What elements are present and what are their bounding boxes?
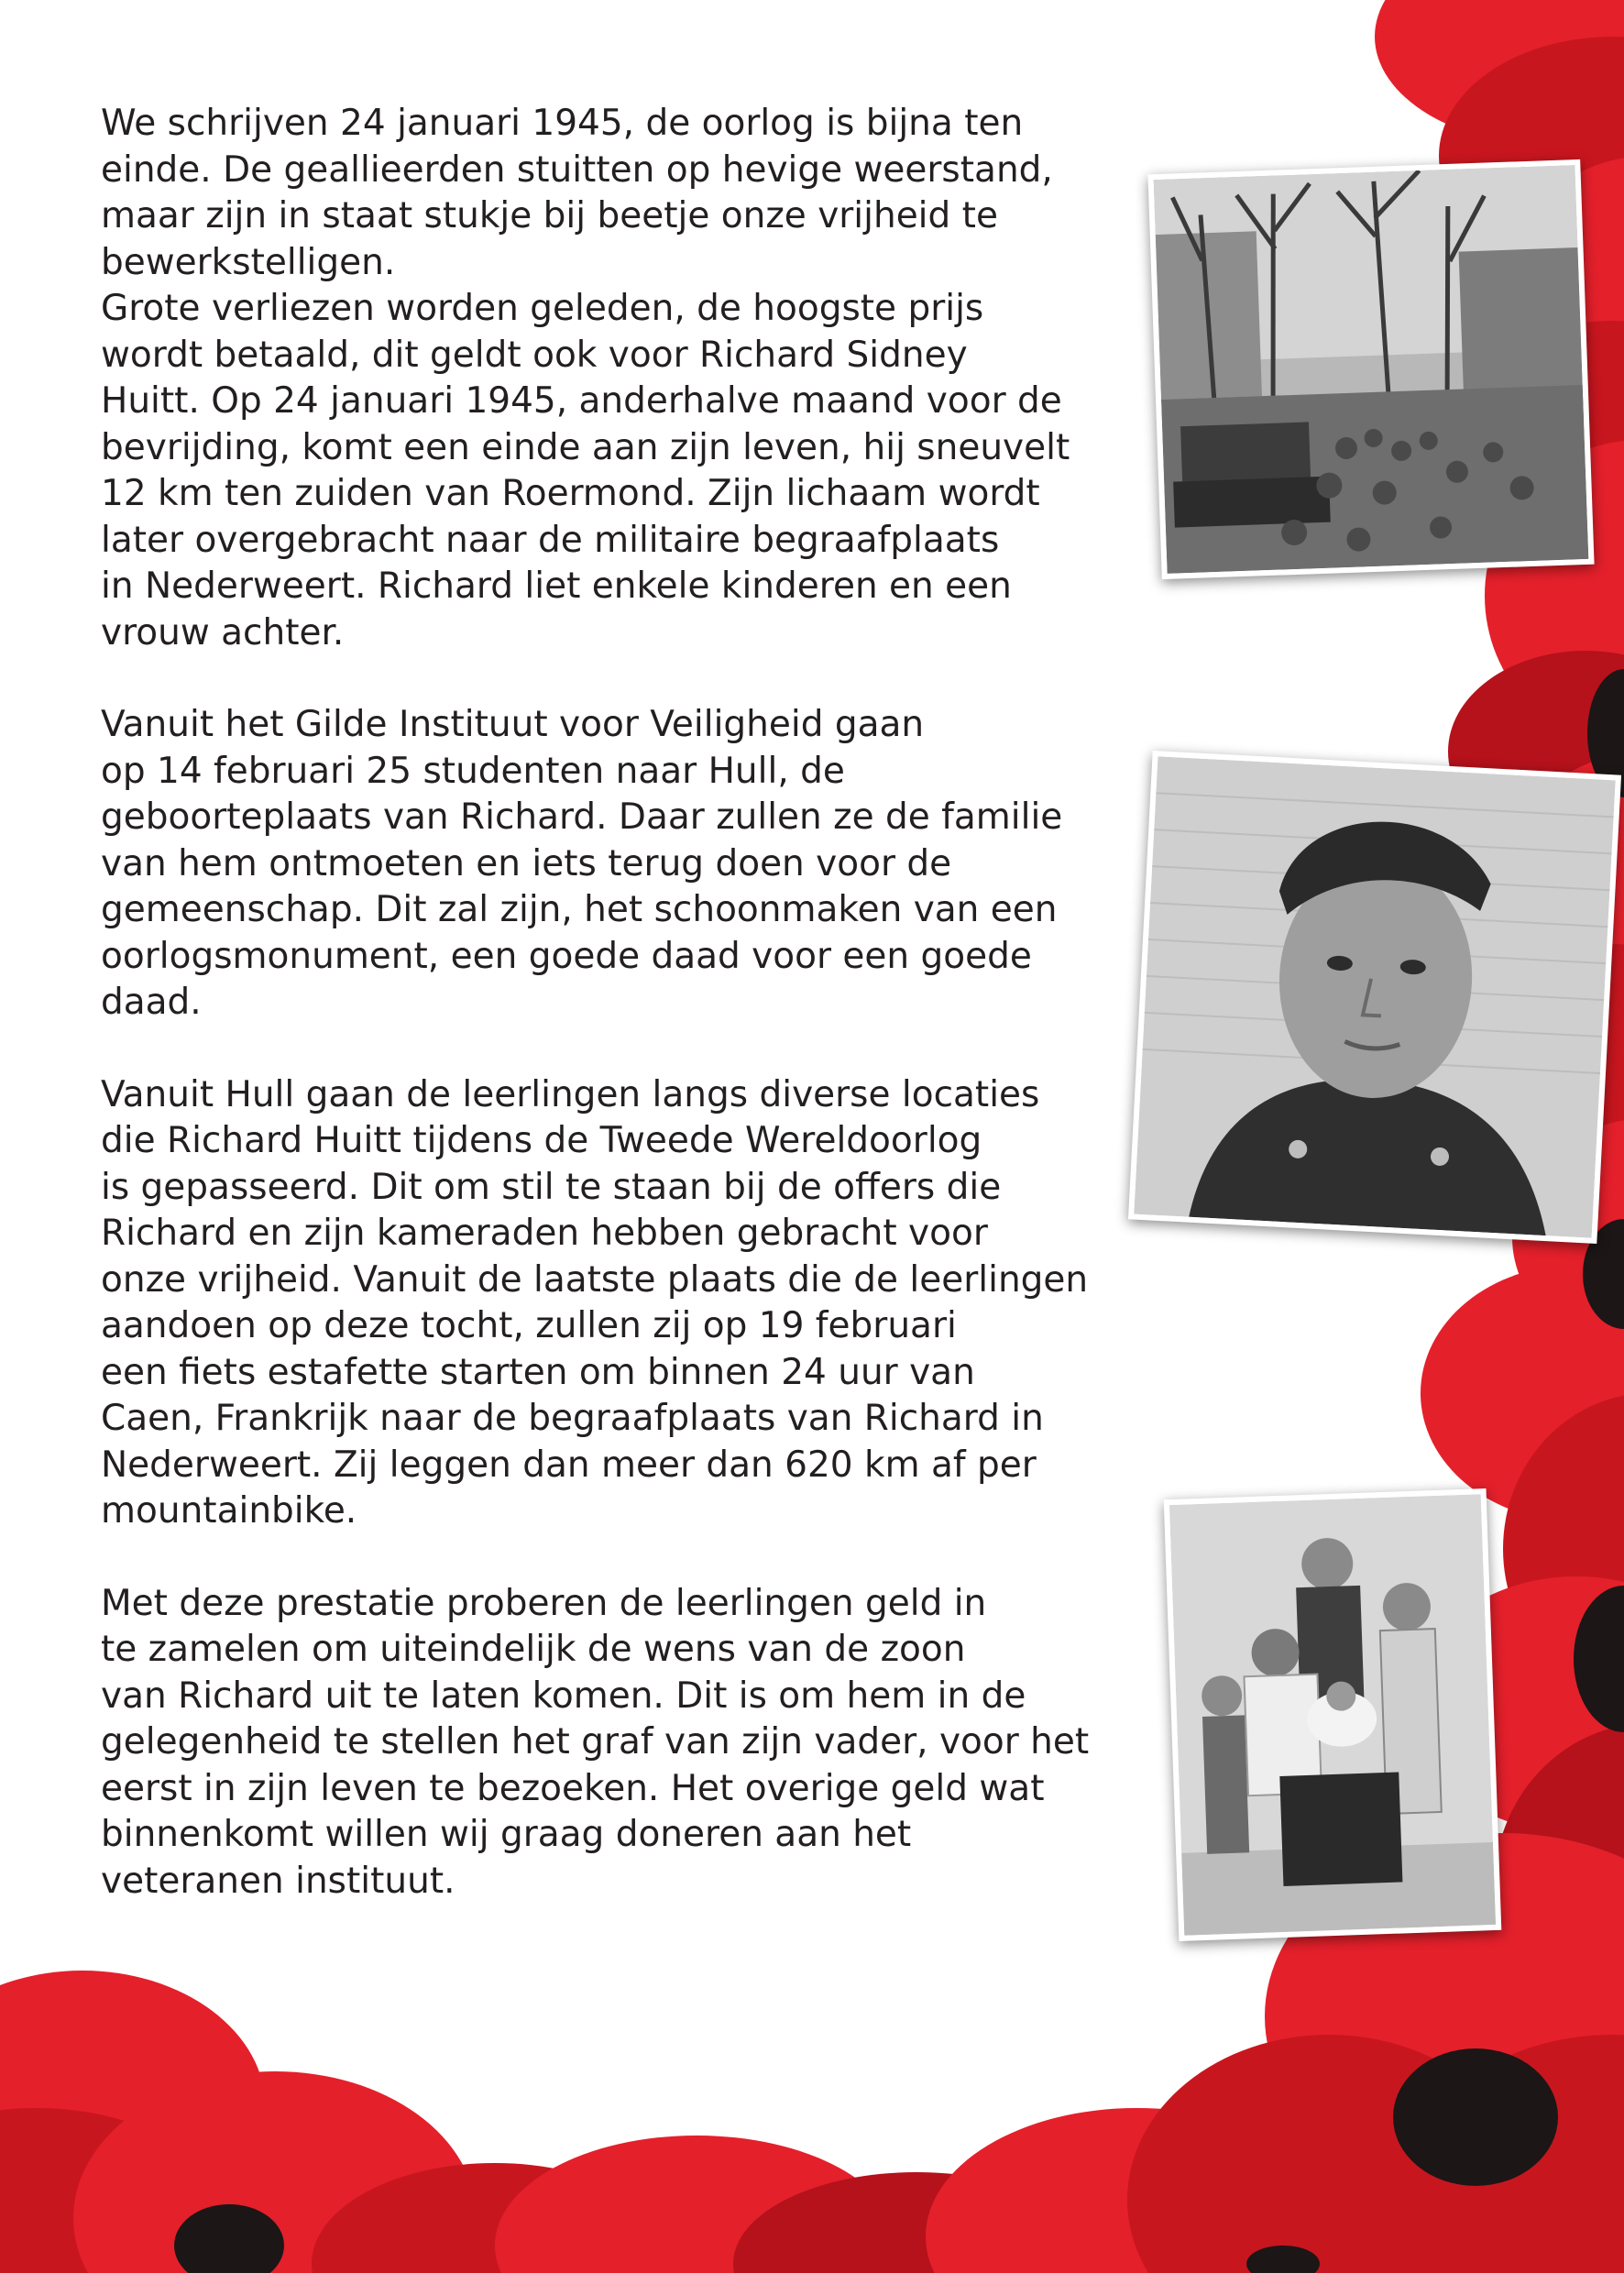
paragraph-2: Vanuit het Gilde Instituut voor Veiligheid gaan op 14 februari 25 studenten naar Hull, de geboorteplaats van Richard. Daar zullen ze de familie van hem ontmoeten en iets terug doen voor de gemeenschap. Dit zal zijn, het schoonmaken van een oorlogsmonument, een goede daad voor een goede daad. bbox=[101, 704, 1063, 1023]
paragraph-3: Vanuit Hull gaan de leerlingen langs diverse locaties die Richard Huitt tijdens de Tweede Wereldoorlog is gepasseerd. Dit om stil te staan bij de offers die Richard en zijn kameraden hebben gebracht voor onze vrijheid. Vanuit de laatste plaats die de leerlingen aandoen op deze tocht, zullen zij op 19 februari een fiets estafette starten om binnen 24 uur van Caen, Frankrijk naar de begraafplaats van Richard in Nederweert. Zij leggen dan meer dan 620 km af per mountainbike. bbox=[101, 1073, 1089, 1532]
street-with-tank-and-soldiers-photo bbox=[1147, 159, 1594, 579]
soldier-portrait-photo bbox=[1128, 751, 1621, 1244]
article-text bbox=[101, 101, 1155, 1950]
paragraph-4: Met deze prestatie proberen de leerlingen geld in te zamelen om uiteindelijk de wens van de zoon van Richard uit te laten komen. Dit is om hem in de gelegenheid te stellen het graf van zijn vader, voor het eerst in zijn leven te bezoeken. Het overige geld wat binnenkomt willen wij graag doneren aan het veteranen instituut. bbox=[101, 1582, 1090, 1902]
paragraph-1: We schrijven 24 januari 1945, de oorlog is bijna ten einde. De geallieerden stuitten op hevige weerstand, maar zijn in staat stukje bij beetje onze vrijheid te bewerkstelligen. Grote verliezen worden geleden, de hoogste prijs wordt betaald, dit geldt ook voor Richard Sidney Huitt. Op 24 januari 1945, anderhalve maand voor de bevrijding, komt een einde aan zijn leven, hij sneuvelt 12 km ten zuiden van Roermond. Zijn lichaam wordt later overgebracht naar de militaire begraafplaats in Nederweert. Richard liet enkele kinderen en een vrouw achter. bbox=[101, 103, 1070, 653]
family-children-photo bbox=[1164, 1488, 1502, 1941]
